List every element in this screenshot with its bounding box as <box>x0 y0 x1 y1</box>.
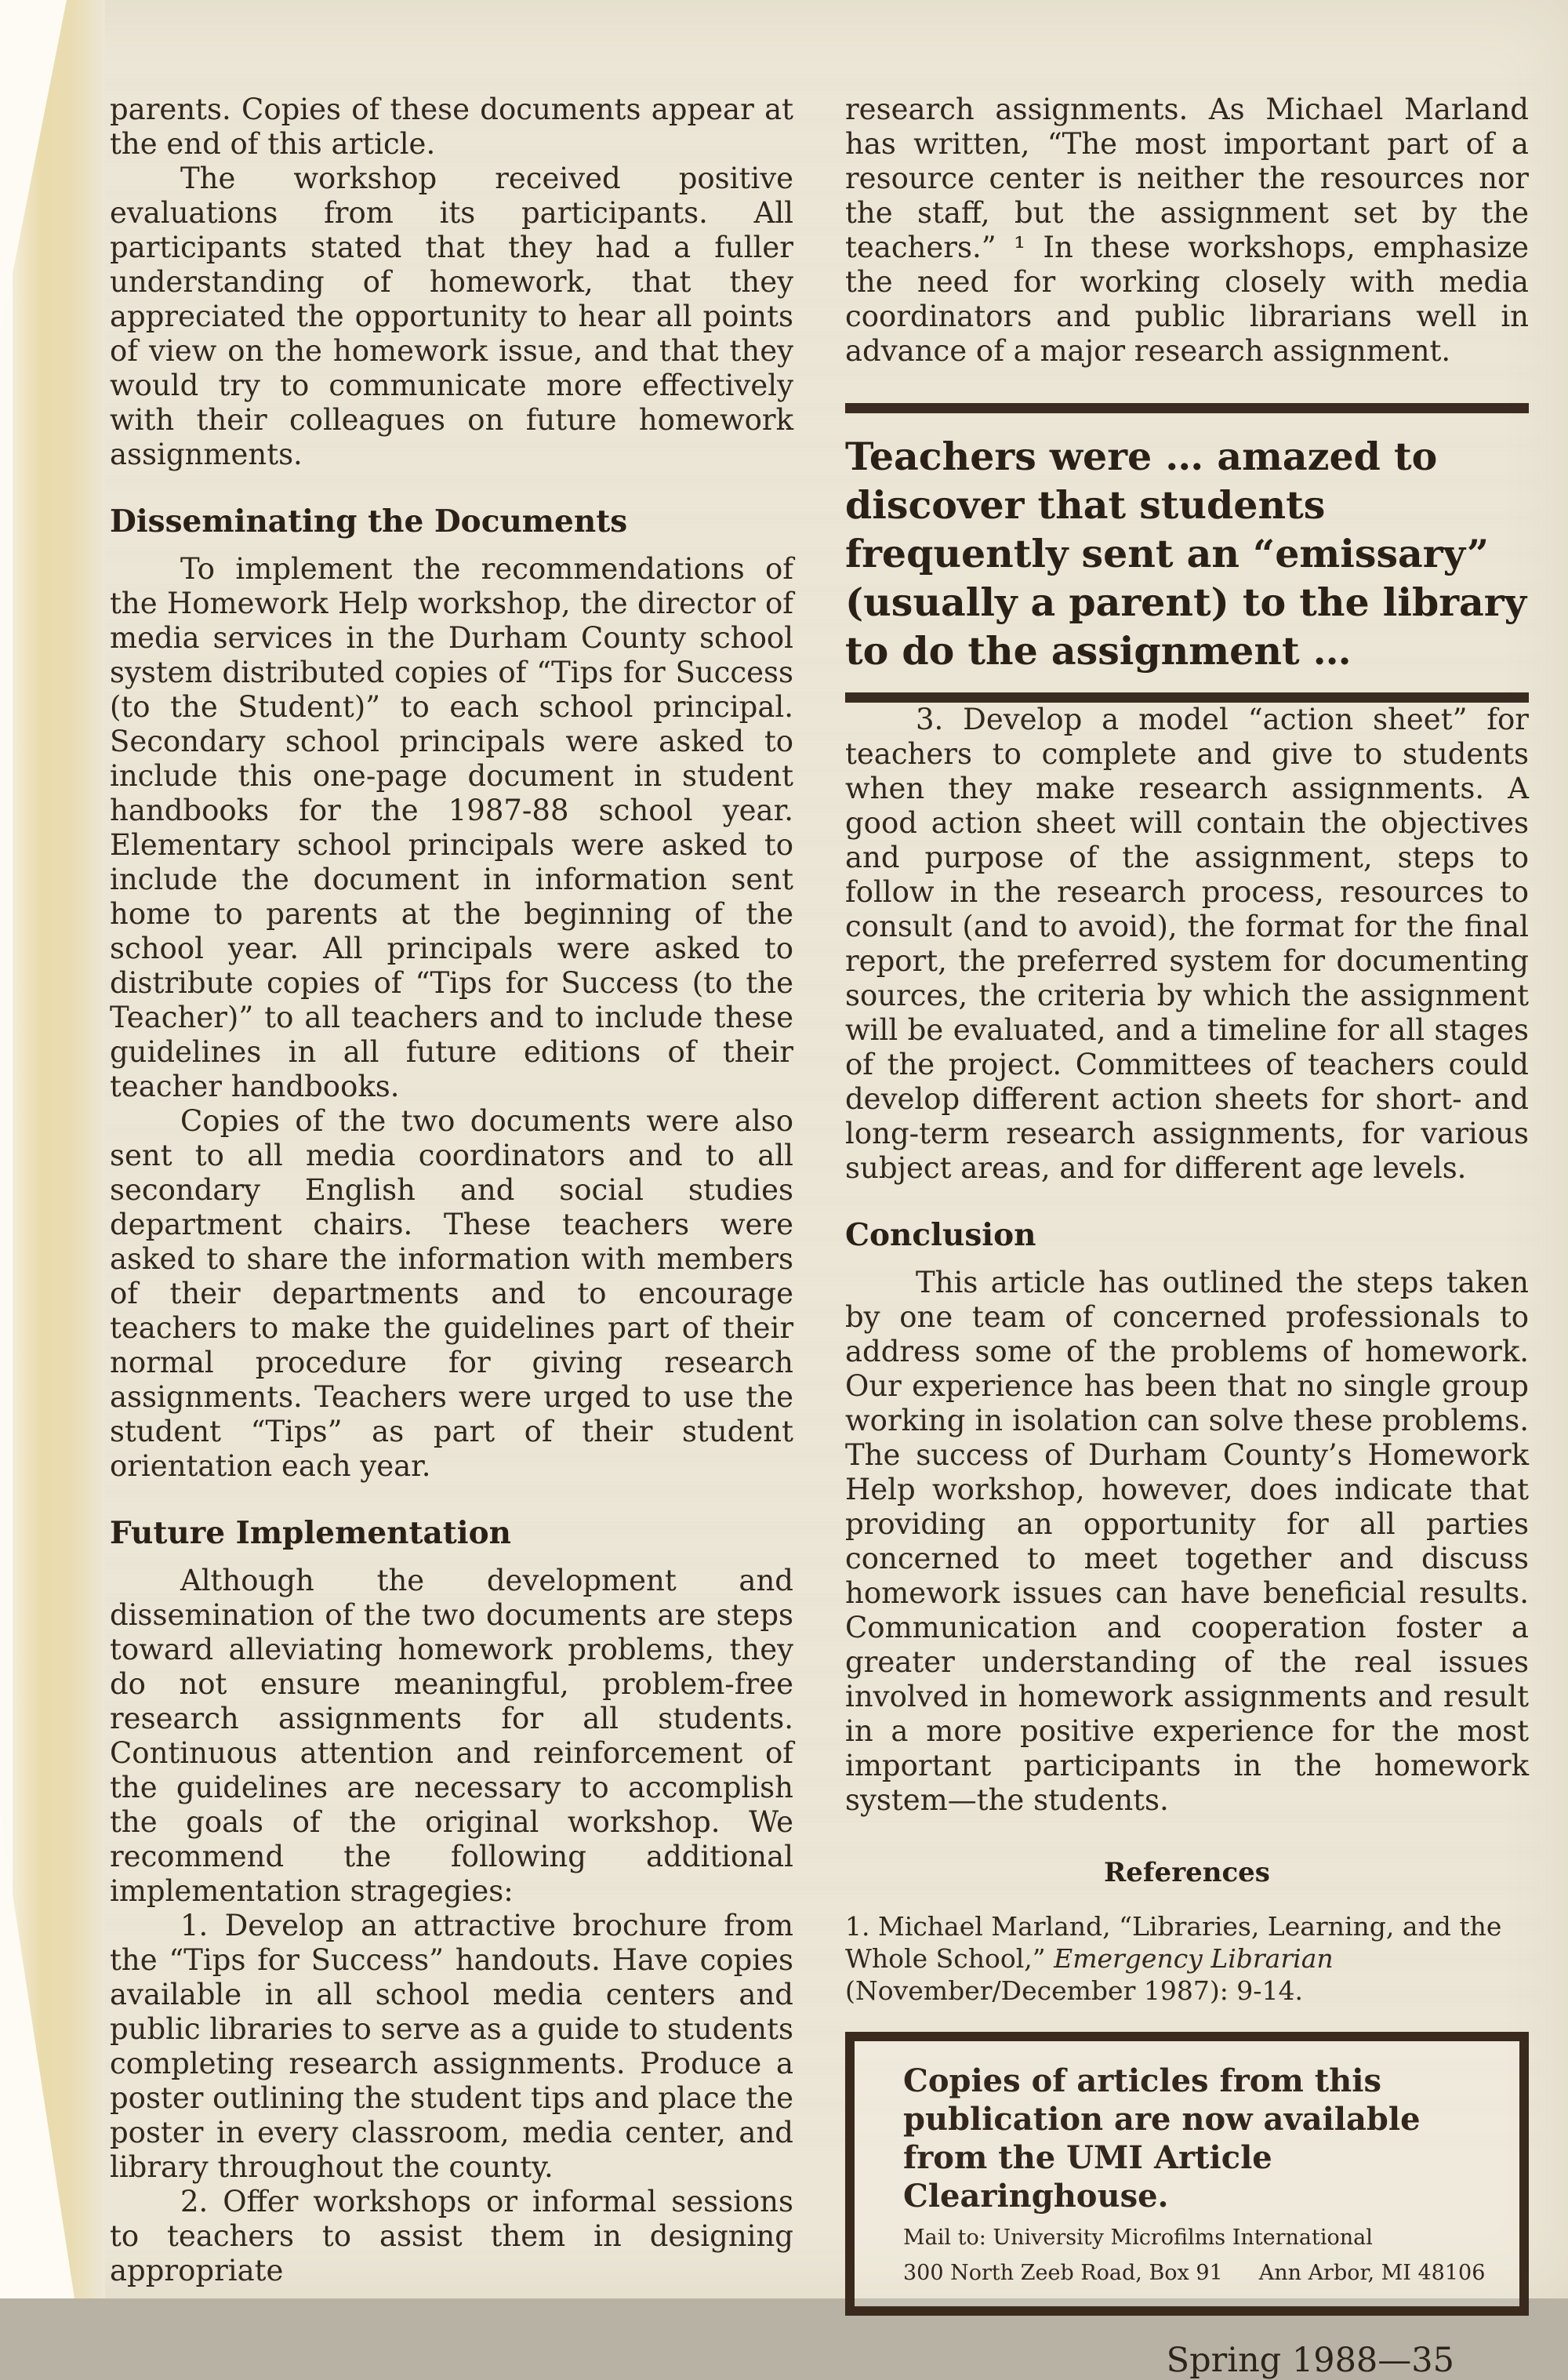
page-corner-top-left <box>0 0 67 337</box>
paragraph-workshop-evaluations: The workshop received positive evaluations from its participants. All participants stated that they had a fuller understanding of homework, that they appreciated the opportunity to hear all points of view on the homework issue, and that they would try to communicate more effectively with their colleagues on future homework assignments. <box>110 162 793 471</box>
right-column <box>845 93 1529 2380</box>
reference-journal-title: Emergency Librarian <box>1054 1943 1334 1974</box>
umi-box-headline: Copies of articles from this publication are now available from the UMI Article Clearinghouse. <box>903 2062 1421 2215</box>
umi-clearinghouse-box <box>845 2032 1529 2316</box>
list-item-2-workshops: 2. Offer workshops or informal sessions to teachers to assist them in designing appropriate <box>110 2185 793 2287</box>
paragraph-continuation: parents. Copies of these documents appear at the end of this article. <box>110 93 793 161</box>
pull-quote-rule-top <box>845 403 1529 413</box>
reference-entry-1 <box>845 1910 1529 2007</box>
pull-quote-rule-bottom <box>845 692 1529 703</box>
paragraph-implement-recommendations: To implement the recommendations of the Homework Help workshop, the director of media services in the Durham County school system distributed copies of “Tips for Success (to the Student)” to each school principal. Secondary school principals were asked to include this one-page document in student handbooks for the 1987-88 school year. Elementary school principals were asked to include the document in information sent home to parents at the beginning of the school year. All principals were asked to distribute copies of “Tips for Success (to the Teacher)” to all teachers and to include these guidelines in all future editions of their teacher handbooks. <box>110 552 793 1103</box>
references-heading: References <box>1104 1857 1270 1888</box>
paragraph-research-assignments: research assignments. As Michael Marland has written, “The most important part of a resource center is neither the resources nor the staff, but the assignment set by the teachers.” ¹ In these workshops, emphasize the need for working closely with media coordinators and public librarians well in advance of a major research assignment. <box>845 93 1529 368</box>
page-corner-bottom-left <box>0 1812 74 2298</box>
section-heading-future-implementation: Future Implementation <box>110 1515 511 1551</box>
paragraph-copies-sent: Copies of the two documents were also sent to all media coordinators and to all secondary English and social studies department chairs. These teachers were asked to share the information with members of their departments and to encourage teachers to make the guidelines part of their normal procedure for giving research assignments. Teachers were urged to use the student “Tips” as part of their student orientation each year. <box>110 1104 793 1483</box>
reference-text-prefix: 1. Michael Marland, “Libraries, Learning, and the Whole School,” <box>845 1911 1502 1974</box>
page-footer-issue-page-number: Spring 1988—35 <box>1166 2341 1454 2380</box>
paragraph-although-development: Although the development and dissemination of the two documents are steps toward alleviating homework problems, they do not ensure meaningful, problem-free research assignments for all students. Continuous attention and reinforcement of the guidelines are necessary to accomplish the goals of the original workshop. We recommend the following additional implementation stragegies: <box>110 1564 793 1908</box>
list-item-1-brochure: 1. Develop an attractive brochure from the “Tips for Success” handouts. Have copies available in all school media centers and public libraries to serve as a guide to students completing research assignments. Produce a poster outlining the student tips and place the poster in every classroom, media center, and library throughout the county. <box>110 1909 793 2184</box>
umi-city-state-zip: Ann Arbor, MI 48106 <box>1258 2261 1486 2285</box>
section-heading-conclusion: Conclusion <box>845 1217 1036 1253</box>
umi-mail-address-line-1: Mail to: University Microfilms International <box>903 2226 1373 2250</box>
reference-text-suffix: (November/December 1987): 9-14. <box>845 1975 1303 2006</box>
left-column <box>110 93 793 2288</box>
section-heading-disseminating: Disseminating the Documents <box>110 503 628 540</box>
paragraph-conclusion: This article has outlined the steps taken by one team of concerned professionals to address some of the problems of homework. Our experience has been that no single group working in isolation can solve these problems. The success of Durham County’s Homework Help workshop, however, does indicate that providing an opportunity for all parties concerned to meet together and discuss homework issues can have beneficial results. Communication and cooperation foster a greater understanding of the real issues involved in homework assignments and result in a more positive experience for the most important participants in the homework system—the students. <box>845 1266 1529 1817</box>
umi-street-address: 300 North Zeeb Road, Box 91 <box>903 2261 1223 2285</box>
umi-mail-address-line-2 <box>903 2260 1496 2286</box>
list-item-3-action-sheet: 3. Develop a model “action sheet” for teachers to complete and give to students when they make research assignments. A good action sheet will contain the objectives and purpose of the assignment, steps to follow in the research process, resources to consult (and to avoid), the format for the final report, the preferred system for documenting sources, the criteria by which the assignment will be evaluated, and a timeline for all stages of the project. Committees of teachers could develop different action sheets for short- and long-term research assignments, for various subject areas, and for different age levels. <box>845 703 1529 1185</box>
pull-quote: Teachers were … amazed to discover that students frequently sent an “emissary” (usually a parent) to the library to do the assignment … <box>845 434 1527 674</box>
